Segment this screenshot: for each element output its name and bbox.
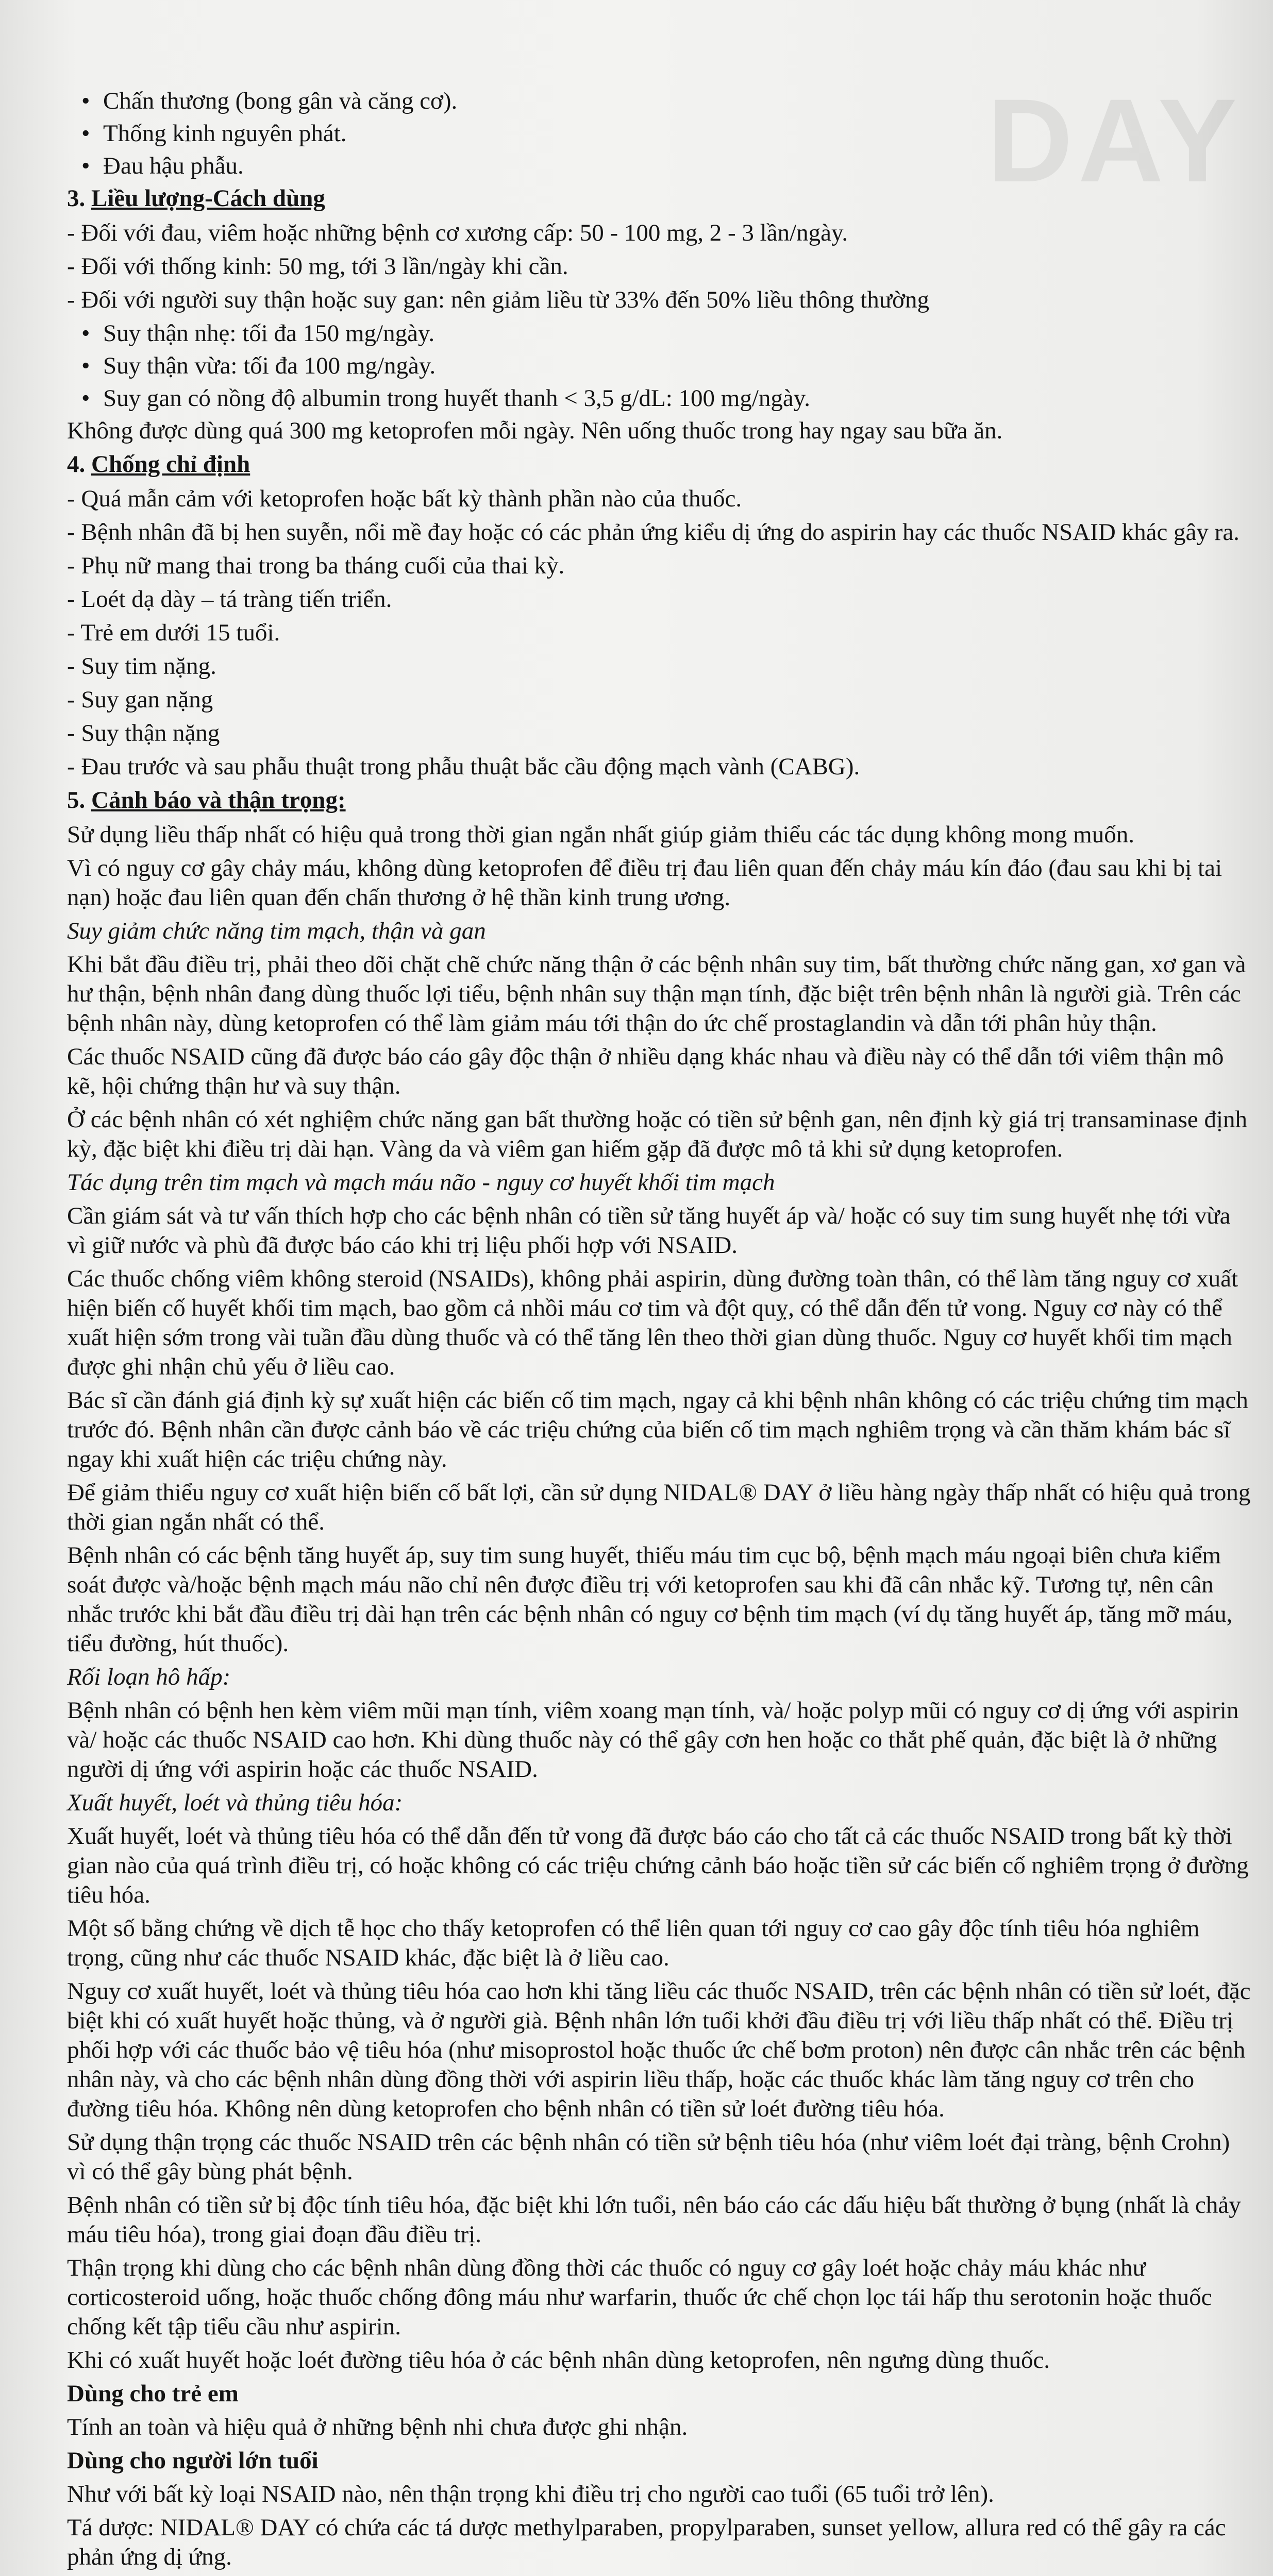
contraindication-line: - Quá mẫn cảm với ketoprofen hoặc bất kỳ thành phần nào của thuốc.	[67, 485, 742, 512]
dosage-note: Không được dùng quá 300 mg ketoprofen mỗi ngày. Nên uống thuốc trong hay ngay sau bữa ăn.	[67, 417, 1003, 444]
section-title: Liều lượng-Cách dùng	[91, 185, 325, 212]
section-number: 5.	[67, 787, 86, 814]
paragraph: Như với bất kỳ loại NSAID nào, nên thận trọng khi điều trị cho người cao tuổi (65 tuổi trở lên).	[67, 2481, 994, 2507]
contraindication-line: - Bệnh nhân đã bị hen suyễn, nổi mề đay hoặc có các phản ứng kiểu dị ứng do aspirin hay các thuốc NSAID khác gây ra.	[67, 519, 1239, 546]
dosage-bullet: • Suy thận nhẹ: tối đa 150 mg/ngày.	[67, 319, 1252, 348]
contraindication-line: - Suy thận nặng	[67, 720, 220, 747]
paragraph: Một số bằng chứng về dịch tễ học cho thấy ketoprofen có thể liên quan tới nguy cơ cao gây độc tính tiêu hóa nghiêm trọng, cũng như các thuốc NSAID khác, đặc biệt là ở liều cao.	[67, 1915, 1206, 1971]
paragraph: Các thuốc chống viêm không steroid (NSAIDs), không phải aspirin, dùng đường toàn thân, có thể làm tăng nguy cơ xuất hiện biến cố huyết khối tim mạch, bao gồm cả nhồi máu cơ tim và đột quỵ, có thể dẫn đến tử vong. Nguy cơ này có thể xuất hiện sớm trong vài tuần đầu dùng thuốc và có thể tăng lên theo thời gian dùng thuốc. Nguy cơ huyết khối tim mạch được ghi nhận chủ yếu ở liều cao.	[67, 1265, 1244, 1380]
dosage-bullet: • Suy gan có nồng độ albumin trong huyết thanh < 3,5 g/dL: 100 mg/ngày.	[67, 384, 1252, 413]
dosage-line: - Đối với người suy thận hoặc suy gan: nên giảm liều từ 33% đến 50% liều thông thường	[67, 286, 930, 313]
section-3-heading	[67, 184, 1252, 213]
paragraph: Khi bắt đầu điều trị, phải theo dõi chặt chẽ chức năng thận ở các bệnh nhân suy tim, bất thường chức năng gan, xơ gan và hư thận, bệnh nhân đang dùng thuốc lợi tiểu, bệnh nhân suy thận mạn tính, đặc biệt trên bệnh nhân là người già. Trên các bệnh nhân này, dùng ketoprofen có thể làm giảm máu tới thận do ức chế prostaglandin và dẫn tới phân hủy thận.	[67, 951, 1252, 1037]
section-number: 3.	[67, 185, 86, 212]
subsection-title: Tác dụng trên tim mạch và mạch máu não - nguy cơ huyết khối tim mạch	[67, 1169, 775, 1196]
paragraph: Bệnh nhân có tiền sử bị độc tính tiêu hóa, đặc biệt khi lớn tuổi, nên báo cáo các dấu hiệu bất thường ở bụng (nhất là chảy máu tiêu hóa), trong giai đoạn đầu điều trị.	[67, 2192, 1247, 2248]
subsection-title: Xuất huyết, loét và thủng tiêu hóa:	[67, 1789, 403, 1816]
indication-item: • Đau hậu phẫu.	[67, 151, 1252, 181]
indication-item: • Thống kinh nguyên phát.	[67, 119, 1252, 148]
subsection-title: Dùng cho trẻ em	[67, 2380, 239, 2407]
paragraph: Sử dụng liều thấp nhất có hiệu quả trong thời gian ngắn nhất giúp giảm thiểu các tác dụng không mong muốn.	[67, 821, 1134, 848]
paragraph: Ở các bệnh nhân có xét nghiệm chức năng gan bất thường hoặc có tiền sử bệnh gan, nên định kỳ giá trị transaminase định kỳ, đặc biệt khi điều trị dài hạn. Vàng da và viêm gan hiếm gặp đã được mô tả khi sử dụng ketoprofen.	[67, 1106, 1253, 1162]
section-title: Chống chỉ định	[91, 451, 250, 478]
indication-item: • Chấn thương (bong gân và căng cơ).	[67, 87, 1252, 116]
paragraph: Tá dược: NIDAL® DAY có chứa các tá dược methylparaben, propylparaben, sunset yellow, allura red có thể gây ra các phản ứng dị ứng.	[67, 2514, 1232, 2570]
watermark-text: DAY	[987, 74, 1242, 207]
dosage-line: - Đối với đau, viêm hoặc những bệnh cơ xương cấp: 50 - 100 mg, 2 - 3 lần/ngày.	[67, 219, 848, 246]
paragraph: Khi có xuất huyết hoặc loét đường tiêu hóa ở các bệnh nhân dùng ketoprofen, nên ngưng dùng thuốc.	[67, 2347, 1050, 2374]
leaflet-content	[67, 87, 1257, 2576]
paragraph: Bác sĩ cần đánh giá định kỳ sự xuất hiện các biến cố tim mạch, ngay cả khi bệnh nhân không có các triệu chứng tim mạch trước đó. Bệnh nhân cần được cảnh báo về các triệu chứng của biến cố tim mạch nghiêm trọng và cần thăm khám bác sĩ ngay khi xuất hiện các triệu chứng này.	[67, 1387, 1254, 1472]
paragraph: Cần giám sát và tư vấn thích hợp cho các bệnh nhân có tiền sử tăng huyết áp và/ hoặc có suy tim sung huyết nhẹ tới vừa vì giữ nước và phù đã được báo cáo khi trị liệu phối hợp với NSAID.	[67, 1202, 1237, 1259]
section-5-heading	[67, 786, 1252, 815]
section-title: Cảnh báo và thận trọng:	[91, 787, 346, 814]
subsection-title: Suy giảm chức năng tim mạch, thận và gan	[67, 918, 486, 944]
dosage-bullet: • Suy thận vừa: tối đa 100 mg/ngày.	[67, 351, 1252, 381]
contraindication-line: - Phụ nữ mang thai trong ba tháng cuối của thai kỳ.	[67, 552, 565, 579]
contraindication-line: - Trẻ em dưới 15 tuổi.	[67, 619, 280, 646]
contraindication-line: - Đau trước và sau phẫu thuật trong phẫu thuật bắc cầu động mạch vành (CABG).	[67, 753, 860, 780]
paragraph: Bệnh nhân có bệnh hen kèm viêm mũi mạn tính, viêm xoang mạn tính, và/ hoặc polyp mũi có nguy cơ dị ứng với aspirin và/ hoặc các thuốc NSAID cao hơn. Khi dùng thuốc này có thể gây cơn hen hoặc co thắt phế quản, đặc biệt là ở những người dị ứng với aspirin hoặc các thuốc NSAID.	[67, 1697, 1245, 1783]
paragraph: Xuất huyết, loét và thủng tiêu hóa có thể dẫn đến tử vong đã được báo cáo cho tất cả các thuốc NSAID trong bất kỳ thời gian nào của quá trình điều trị, có hoặc không có các triệu chứng cảnh báo hoặc tiền sử các biến cố nghiêm trọng ở đường tiêu hóa.	[67, 1823, 1255, 1908]
section-4-heading	[67, 450, 1252, 479]
paragraph: Bệnh nhân có các bệnh tăng huyết áp, suy tim sung huyết, thiếu máu tim cục bộ, bệnh mạch máu ngoại biên chưa kiểm soát được và/hoặc bệnh mạch máu não chỉ nên được điều trị với ketoprofen sau khi đã cân nhắc kỹ. Tương tự, nên cân nhắc trước khi bắt đầu điều trị dài hạn trên các bệnh nhân có nguy cơ bệnh tim mạch (ví dụ tăng huyết áp, tăng mỡ máu, tiểu đường, hút thuốc).	[67, 1542, 1239, 1657]
paragraph: Thận trọng khi dùng cho các bệnh nhân dùng đồng thời các thuốc có nguy cơ gây loét hoặc chảy máu khác như corticosteroid uống, hoặc thuốc chống đông máu như warfarin, thuốc ức chế chọn lọc tái hấp thu serotonin hoặc thuốc chống kết tập tiểu cầu như aspirin.	[67, 2255, 1218, 2340]
contraindication-line: - Suy tim nặng.	[67, 653, 216, 680]
subsection-title: Dùng cho người lớn tuổi	[67, 2447, 319, 2474]
subsection-title: Rối loạn hô hấp:	[67, 1664, 231, 1690]
section-number: 4.	[67, 451, 86, 478]
dosage-line: - Đối với thống kinh: 50 mg, tới 3 lần/ngày khi cần.	[67, 253, 568, 280]
contraindication-line: - Suy gan nặng	[67, 686, 213, 713]
paragraph: Nguy cơ xuất huyết, loét và thủng tiêu hóa cao hơn khi tăng liều các thuốc NSAID, trên các bệnh nhân có tiền sử loét, đặc biệt khi có xuất huyết hoặc thủng, và ở người già. Bệnh nhân lớn tuổi khởi đầu điều trị với liều thấp nhất có thể. Điều trị phối hợp với các thuốc bảo vệ tiêu hóa (như misoprostol hoặc thuốc ức chế bơm proton) nên được cân nhắc trên các bệnh nhân này, và cho các bệnh nhân dùng đồng thời với aspirin liều thấp, hoặc các thuốc khác làm tăng nguy cơ trên cho đường tiêu hóa. Không nên dùng ketoprofen cho bệnh nhân có tiền sử loét đường tiêu hóa.	[67, 1978, 1257, 2122]
paragraph: Tính an toàn và hiệu quả ở những bệnh nhi chưa được ghi nhận.	[67, 2414, 688, 2441]
paragraph: Các thuốc NSAID cũng đã được báo cáo gây độc thận ở nhiều dạng khác nhau và điều này có thể dẫn tới viêm thận mô kẽ, hội chứng thận hư và suy thận.	[67, 1043, 1230, 1099]
paragraph: Vì có nguy cơ gây chảy máu, không dùng ketoprofen để điều trị đau liên quan đến chảy máu kín đáo (đau sau khi bị tai nạn) hoặc đau liên quan đến chấn thương ở hệ thần kinh trung ương.	[67, 855, 1228, 911]
paragraph: Để giảm thiểu nguy cơ xuất hiện biến cố bất lợi, cần sử dụng NIDAL® DAY ở liều hàng ngày thấp nhất có hiệu quả trong thời gian ngắn nhất có thể.	[67, 1479, 1257, 1535]
contraindication-line: - Loét dạ dày – tá tràng tiến triển.	[67, 586, 392, 613]
paragraph: Sử dụng thận trọng các thuốc NSAID trên các bệnh nhân có tiền sử bệnh tiêu hóa (như viêm loét đại tràng, bệnh Crohn) vì có thể gây bùng phát bệnh.	[67, 2129, 1236, 2185]
indication-list	[67, 87, 1252, 181]
